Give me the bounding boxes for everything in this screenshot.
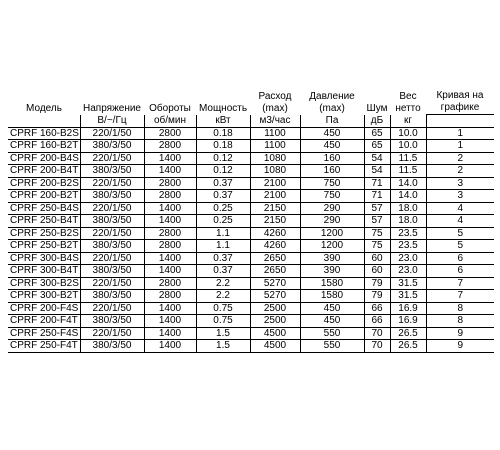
cell-rpm: 2800 — [144, 127, 196, 140]
table-row — [8, 340, 494, 353]
unit-noise: дБ — [364, 115, 390, 128]
table-row — [8, 265, 494, 278]
cell-voltage: 220/1/50 — [80, 127, 144, 140]
cell-curve: 6 — [426, 265, 494, 278]
cell-pressure: 1580 — [300, 277, 364, 290]
spec-table — [8, 84, 494, 353]
cell-curve: 3 — [426, 190, 494, 203]
table-row — [8, 152, 494, 165]
cell-curve: 5 — [426, 240, 494, 253]
cell-model: CPRF 250-B4T — [10, 215, 79, 227]
header-noise: Шум — [366, 102, 388, 114]
cell-curve: 3 — [426, 177, 494, 190]
cell-curve: 4 — [426, 215, 494, 228]
cell-rpm: 2800 — [144, 277, 196, 290]
unit-curve — [426, 115, 494, 128]
cell-rpm: 1400 — [144, 152, 196, 165]
cell-voltage: 220/1/50 — [80, 327, 144, 340]
table-row — [8, 140, 494, 153]
cell-curve: 7 — [426, 290, 494, 303]
cell-pressure: 450 — [300, 140, 364, 153]
cell-power: 1.5 — [196, 340, 250, 353]
cell-flow: 4260 — [250, 227, 300, 240]
cell-model: CPRF 200-B2T — [10, 190, 79, 202]
cell-power: 0.37 — [196, 252, 250, 265]
cell-flow: 4500 — [250, 327, 300, 340]
table-row — [8, 190, 494, 203]
cell-power: 0.25 — [196, 215, 250, 228]
cell-rpm: 1400 — [144, 215, 196, 228]
cell-voltage: 220/1/50 — [80, 177, 144, 190]
table-row — [8, 315, 494, 328]
table-row — [8, 252, 494, 265]
cell-pressure: 290 — [300, 215, 364, 228]
cell-flow: 1100 — [250, 140, 300, 153]
unit-pressure: Па — [300, 115, 364, 128]
cell-power: 0.12 — [196, 152, 250, 165]
cell-noise: 79 — [364, 277, 390, 290]
cell-voltage: 220/1/50 — [80, 302, 144, 315]
cell-power: 0.37 — [196, 177, 250, 190]
cell-flow: 1100 — [250, 127, 300, 140]
cell-pressure: 450 — [300, 315, 364, 328]
cell-power: 0.25 — [196, 202, 250, 215]
cell-curve: 6 — [426, 252, 494, 265]
cell-flow: 5270 — [250, 290, 300, 303]
cell-weight: 23.0 — [390, 252, 426, 265]
table-row — [8, 290, 494, 303]
cell-weight: 26.5 — [390, 340, 426, 353]
header-weight: Вес нетто — [395, 90, 421, 114]
header-rpm: Обороты — [149, 102, 191, 114]
cell-model: CPRF 160-B2S — [10, 127, 79, 139]
cell-rpm: 2800 — [144, 227, 196, 240]
cell-pressure: 1580 — [300, 290, 364, 303]
cell-curve: 1 — [426, 127, 494, 140]
cell-noise: 71 — [364, 177, 390, 190]
unit-weight: кг — [390, 115, 426, 128]
cell-weight: 16.9 — [390, 302, 426, 315]
cell-power: 0.75 — [196, 315, 250, 328]
cell-flow: 2100 — [250, 177, 300, 190]
cell-curve: 9 — [426, 340, 494, 353]
cell-noise: 66 — [364, 302, 390, 315]
cell-noise: 60 — [364, 265, 390, 278]
cell-flow: 5270 — [250, 277, 300, 290]
cell-voltage: 220/1/50 — [80, 277, 144, 290]
cell-voltage: 220/1/50 — [80, 202, 144, 215]
cell-power: 0.18 — [196, 140, 250, 153]
header-curve: Кривая на графике — [426, 84, 494, 115]
cell-voltage: 380/3/50 — [80, 165, 144, 178]
cell-weight: 31.5 — [390, 277, 426, 290]
cell-model: CPRF 200-F4S — [10, 302, 79, 314]
cell-model: CPRF 300-B4S — [10, 252, 79, 264]
cell-voltage: 380/3/50 — [80, 290, 144, 303]
cell-noise: 70 — [364, 340, 390, 353]
cell-noise: 75 — [364, 240, 390, 253]
cell-noise: 65 — [364, 140, 390, 153]
cell-voltage: 380/3/50 — [80, 340, 144, 353]
cell-power: 1.1 — [196, 227, 250, 240]
header-row — [8, 84, 494, 115]
cell-curve: 8 — [426, 302, 494, 315]
table-row — [8, 177, 494, 190]
cell-voltage: 380/3/50 — [80, 190, 144, 203]
cell-weight: 14.0 — [390, 177, 426, 190]
cell-flow: 1080 — [250, 152, 300, 165]
cell-voltage: 220/1/50 — [80, 252, 144, 265]
table-row — [8, 202, 494, 215]
cell-pressure: 390 — [300, 252, 364, 265]
cell-power: 2.2 — [196, 277, 250, 290]
cell-model: CPRF 200-B2S — [10, 177, 79, 189]
cell-flow: 2650 — [250, 265, 300, 278]
cell-curve: 8 — [426, 315, 494, 328]
cell-voltage: 220/1/50 — [80, 227, 144, 240]
cell-flow: 2500 — [250, 302, 300, 315]
cell-curve: 9 — [426, 327, 494, 340]
cell-pressure: 550 — [300, 327, 364, 340]
cell-model: CPRF 200-B4T — [10, 165, 79, 177]
cell-curve: 4 — [426, 202, 494, 215]
cell-noise: 70 — [364, 327, 390, 340]
cell-pressure: 1200 — [300, 240, 364, 253]
cell-rpm: 1400 — [144, 202, 196, 215]
table-row — [8, 127, 494, 140]
cell-power: 0.37 — [196, 265, 250, 278]
cell-flow: 2100 — [250, 190, 300, 203]
table-row — [8, 277, 494, 290]
cell-weight: 11.5 — [390, 165, 426, 178]
cell-model: CPRF 250-B2T — [10, 240, 79, 252]
cell-noise: 65 — [364, 127, 390, 140]
cell-noise: 54 — [364, 152, 390, 165]
header-voltage: Напряжение — [83, 102, 141, 114]
cell-power: 0.12 — [196, 165, 250, 178]
cell-voltage: 380/3/50 — [80, 315, 144, 328]
cell-noise: 54 — [364, 165, 390, 178]
cell-flow: 2150 — [250, 202, 300, 215]
cell-rpm: 2800 — [144, 290, 196, 303]
cell-curve: 2 — [426, 152, 494, 165]
spec-table-body — [8, 127, 494, 352]
unit-flow: м3/час — [250, 115, 300, 128]
header-power: Мощность — [198, 102, 248, 114]
cell-voltage: 380/3/50 — [80, 240, 144, 253]
cell-rpm: 1400 — [144, 265, 196, 278]
cell-weight: 18.0 — [390, 215, 426, 228]
cell-model: CPRF 160-B2T — [10, 140, 79, 152]
cell-flow: 2500 — [250, 315, 300, 328]
cell-power: 1.5 — [196, 327, 250, 340]
cell-power: 2.2 — [196, 290, 250, 303]
cell-curve: 7 — [426, 277, 494, 290]
cell-flow: 4260 — [250, 240, 300, 253]
cell-rpm: 2800 — [144, 190, 196, 203]
cell-pressure: 450 — [300, 302, 364, 315]
cell-noise: 60 — [364, 252, 390, 265]
header-model: Модель — [26, 102, 62, 114]
cell-pressure: 160 — [300, 165, 364, 178]
cell-voltage: 380/3/50 — [80, 215, 144, 228]
cell-pressure: 1200 — [300, 227, 364, 240]
cell-model: CPRF 300-B2T — [10, 290, 79, 302]
cell-flow: 1080 — [250, 165, 300, 178]
cell-model: CPRF 300-B4T — [10, 265, 79, 277]
cell-noise: 66 — [364, 315, 390, 328]
table-row — [8, 227, 494, 240]
cell-pressure: 450 — [300, 127, 364, 140]
table-row — [8, 240, 494, 253]
unit-power: кВт — [196, 115, 250, 128]
cell-rpm: 2800 — [144, 140, 196, 153]
cell-pressure: 750 — [300, 190, 364, 203]
cell-weight: 26.5 — [390, 327, 426, 340]
header-flow: Расход (max) — [258, 90, 292, 114]
cell-model: CPRF 200-F4T — [8, 315, 80, 328]
cell-weight: 31.5 — [390, 290, 426, 303]
cell-model: CPRF 250-F4S — [10, 327, 79, 339]
cell-curve: 2 — [426, 165, 494, 178]
cell-weight: 23.5 — [390, 240, 426, 253]
header-pressure: Давление (max) — [309, 90, 355, 114]
table-row — [8, 165, 494, 178]
cell-weight: 11.5 — [390, 152, 426, 165]
unit-voltage: В/~/Гц — [80, 115, 144, 128]
cell-weight: 10.0 — [390, 140, 426, 153]
cell-curve: 5 — [426, 227, 494, 240]
cell-pressure: 390 — [300, 265, 364, 278]
cell-noise: 71 — [364, 190, 390, 203]
cell-weight: 16.9 — [390, 315, 426, 328]
cell-flow: 2150 — [250, 215, 300, 228]
cell-rpm: 1400 — [144, 315, 196, 328]
cell-weight: 18.0 — [390, 202, 426, 215]
cell-voltage: 380/3/50 — [80, 140, 144, 153]
cell-power: 0.75 — [196, 302, 250, 315]
cell-curve: 1 — [426, 140, 494, 153]
cell-power: 1.1 — [196, 240, 250, 253]
cell-model: CPRF 200-B4S — [10, 152, 79, 164]
table-row — [8, 302, 494, 315]
table-row — [8, 215, 494, 228]
cell-flow: 4500 — [250, 340, 300, 353]
cell-voltage: 380/3/50 — [80, 265, 144, 278]
cell-weight: 23.5 — [390, 227, 426, 240]
table-row — [8, 327, 494, 340]
unit-model — [8, 115, 80, 128]
cell-weight: 14.0 — [390, 190, 426, 203]
cell-rpm: 2800 — [144, 240, 196, 253]
cell-model: CPRF 300-B2S — [10, 277, 79, 289]
cell-power: 0.18 — [196, 127, 250, 140]
cell-flow: 2650 — [250, 252, 300, 265]
cell-weight: 23.0 — [390, 265, 426, 278]
cell-rpm: 2800 — [144, 177, 196, 190]
unit-rpm: об/мин — [144, 115, 196, 128]
cell-pressure: 290 — [300, 202, 364, 215]
cell-model: CPRF 250-B2S — [10, 227, 79, 239]
cell-pressure: 160 — [300, 152, 364, 165]
cell-rpm: 1400 — [144, 327, 196, 340]
cell-noise: 79 — [364, 290, 390, 303]
cell-model: CPRF 250-F4T — [8, 340, 80, 353]
cell-rpm: 1400 — [144, 340, 196, 353]
cell-pressure: 750 — [300, 177, 364, 190]
cell-rpm: 1400 — [144, 252, 196, 265]
cell-rpm: 1400 — [144, 302, 196, 315]
cell-model: CPRF 250-B4S — [10, 202, 79, 214]
cell-noise: 75 — [364, 227, 390, 240]
cell-noise: 57 — [364, 202, 390, 215]
cell-power: 0.37 — [196, 190, 250, 203]
cell-pressure: 550 — [300, 340, 364, 353]
cell-rpm: 1400 — [144, 165, 196, 178]
cell-weight: 10.0 — [390, 127, 426, 140]
cell-voltage: 220/1/50 — [80, 152, 144, 165]
units-row — [8, 115, 494, 128]
cell-noise: 57 — [364, 215, 390, 228]
